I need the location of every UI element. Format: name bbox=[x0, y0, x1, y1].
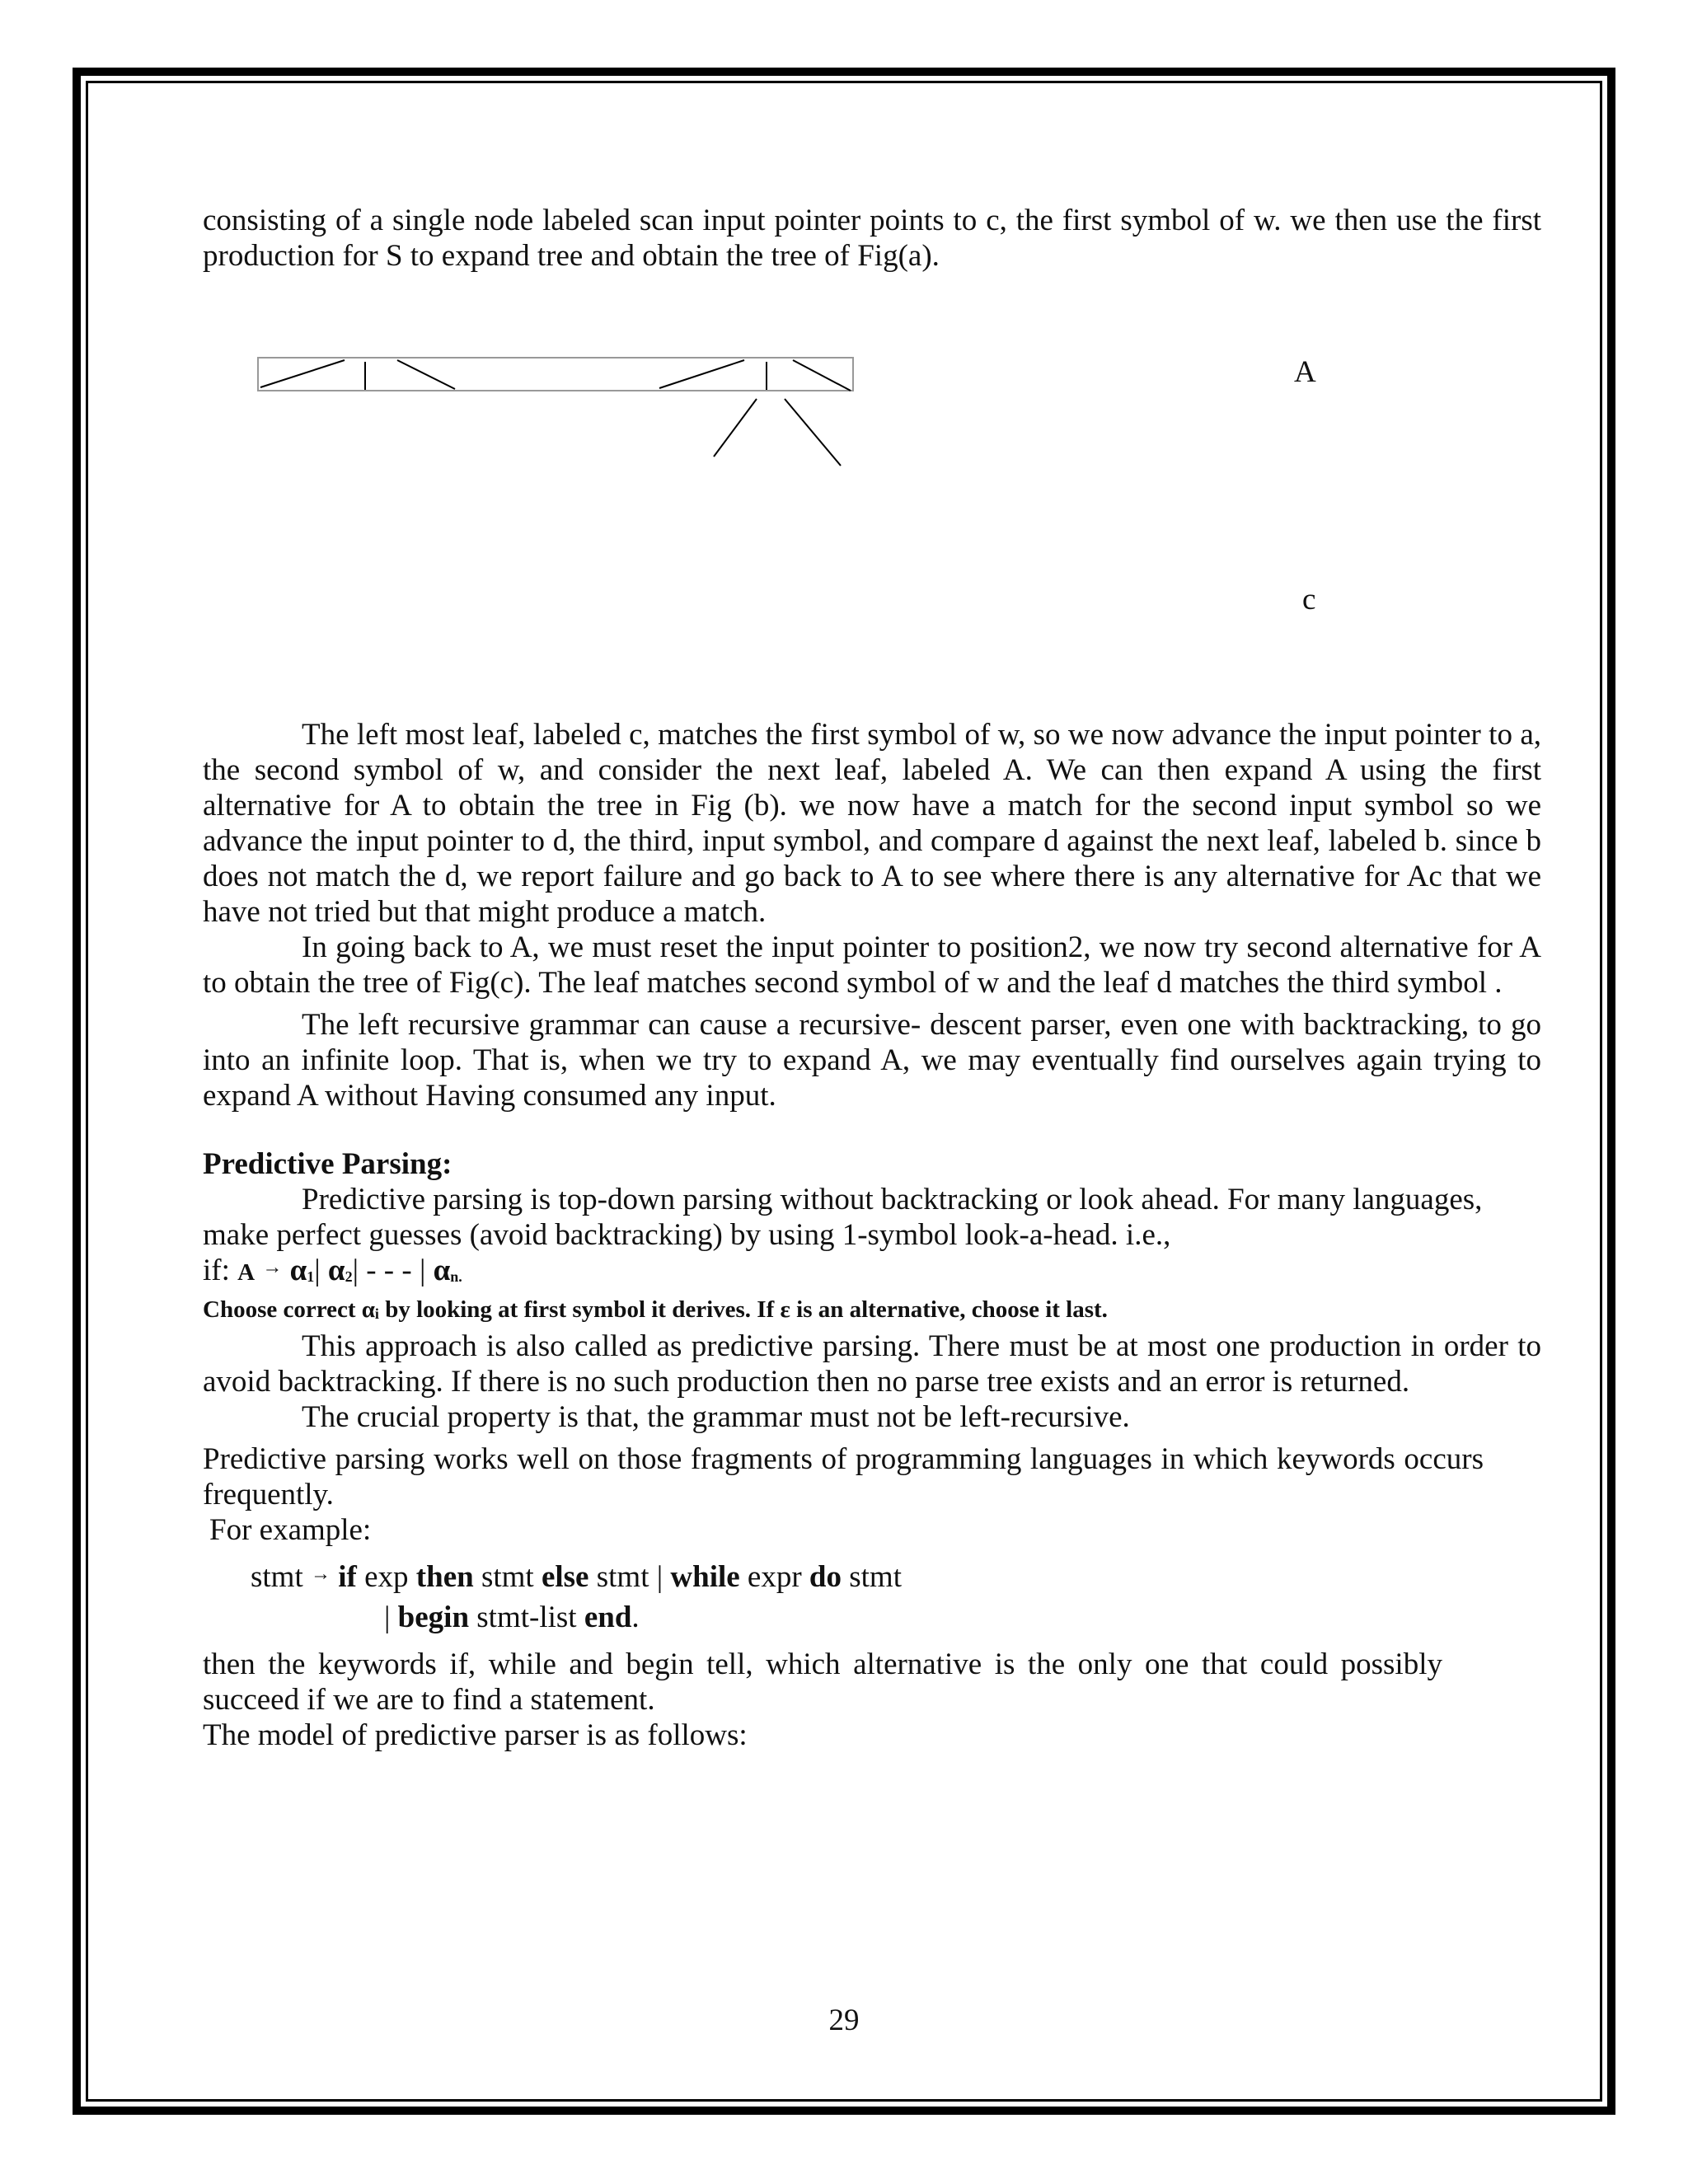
approach-paragraph: This approach is also called as predictive parsing. There must be at most one production in order to avoid backtracking. If there is no such production then no parse tree exists and an error is returned. bbox=[203, 1329, 1541, 1399]
choose-line bbox=[203, 1295, 1541, 1329]
alpha-subscript-1: 1 bbox=[307, 1268, 315, 1285]
model-paragraph: The model of predictive parser is as follows: bbox=[203, 1718, 748, 1752]
keyword-while: while bbox=[670, 1560, 740, 1594]
grammar-line-2 bbox=[203, 1600, 1541, 1635]
grammar-expr: expr bbox=[739, 1560, 809, 1594]
grammar-stmt: stmt | bbox=[588, 1560, 671, 1594]
tree-edge bbox=[785, 399, 841, 466]
keyword-if: if bbox=[331, 1560, 357, 1594]
grammar-dot: . bbox=[631, 1601, 640, 1634]
keyword-do: do bbox=[809, 1560, 842, 1594]
alpha-subscript-i: i bbox=[374, 1305, 379, 1322]
alpha-subscript-2: 2 bbox=[345, 1268, 353, 1285]
alpha-subscript-n: n. bbox=[450, 1268, 462, 1285]
intro-paragraph: consisting of a single node labeled scan input pointer points to c, the first symbol of w. we then use the first production for S to expand tree and obtain the tree of Fig(a). bbox=[203, 204, 1541, 273]
grammar-bar: | bbox=[384, 1601, 398, 1634]
goingback-paragraph: In going back to A, we must reset the input pointer to position2, we now try second alternative for A to obtain the tree of Fig(c). The leaf matches second symbol of w and the leaf d matches the third symbol . bbox=[203, 930, 1541, 1000]
arrow-icon: → bbox=[311, 1563, 331, 1585]
crucial-paragraph: The crucial property is that, the grammar must not be left-recursive. bbox=[302, 1400, 1130, 1434]
alpha-symbol: α bbox=[327, 1254, 345, 1287]
alpha-symbol: α bbox=[361, 1296, 375, 1323]
page-number: 29 bbox=[828, 2004, 860, 2037]
figure-label-c: c bbox=[1302, 583, 1316, 616]
arrow-icon: → bbox=[262, 1257, 283, 1278]
alpha-symbol: α bbox=[289, 1254, 307, 1287]
alpha-symbol: α bbox=[433, 1254, 451, 1287]
if-production-line bbox=[203, 1253, 1541, 1295]
then-paragraph: then the keywords if, while and begin tell, which alternative is the only one that could possibly succeed if we are to find a statement. bbox=[203, 1647, 1442, 1717]
predictive-paragraph: Predictive parsing is top-down parsing without backtracking or look ahead. For many languages, make perfect guesses (avoid backtracking) by using 1-symbol look-a-head. i.e., bbox=[203, 1183, 1483, 1252]
grammar-exp: exp bbox=[356, 1560, 416, 1594]
leftrec-paragraph: The left recursive grammar can cause a recursive- descent parser, even one with backtracking, to go into an infinite loop. That is, when we try to expand A, we may eventually find ourselves again trying to expand A without Having consumed any input. bbox=[203, 1008, 1541, 1113]
tree-edge bbox=[260, 360, 345, 387]
grammar-line-1 bbox=[203, 1559, 1541, 1595]
figure-box bbox=[258, 358, 853, 391]
if-prefix: if: bbox=[203, 1254, 238, 1287]
choose-middle: by looking at first symbol it derives. If bbox=[378, 1296, 781, 1323]
grammar-stmt-list: stmt-list bbox=[469, 1601, 584, 1634]
if-dashes: | - - - | bbox=[352, 1254, 434, 1287]
tree-edge bbox=[659, 360, 744, 388]
tree-edge bbox=[793, 360, 851, 391]
tree-edge bbox=[397, 360, 455, 389]
grammar-stmt: stmt bbox=[251, 1560, 311, 1594]
leftmost-paragraph: The left most leaf, labeled c, matches the first symbol of w, so we now advance the input pointer to a, the second symbol of w, and consider the next leaf, labeled A. We can then expand A using the first alternative for A to obtain the tree in Fig (b). we now have a match for the second input symbol so we advance the input pointer to d, the third, input symbol, and compare d against the next leaf, labeled b. since b does not match the d, we report failure and go back to A to see where there is any alternative for Ac that we have not tried but that might produce a match. bbox=[203, 718, 1541, 929]
works-paragraph: Predictive parsing works well on those fragments of programming languages in which keywords occurs frequently. bbox=[203, 1442, 1484, 1511]
keyword-else: else bbox=[541, 1560, 589, 1594]
choose-prefix: Choose correct bbox=[203, 1296, 362, 1323]
if-lhs: A bbox=[237, 1259, 256, 1286]
tree-edge bbox=[714, 399, 757, 457]
grammar-stmt: stmt bbox=[473, 1560, 542, 1594]
epsilon-symbol: ε bbox=[780, 1296, 790, 1323]
for-example-label: For example: bbox=[209, 1513, 372, 1547]
keyword-end: end bbox=[584, 1601, 632, 1634]
figure-label-a: A bbox=[1294, 355, 1316, 389]
choose-suffix: is an alternative, choose it last. bbox=[790, 1296, 1108, 1323]
predictive-heading: Predictive Parsing: bbox=[203, 1147, 452, 1181]
keyword-then: then bbox=[415, 1560, 474, 1594]
body-block bbox=[203, 717, 1541, 1753]
if-separator: | bbox=[314, 1254, 328, 1287]
keyword-begin: begin bbox=[397, 1601, 470, 1634]
grammar-stmt: stmt bbox=[842, 1560, 902, 1594]
